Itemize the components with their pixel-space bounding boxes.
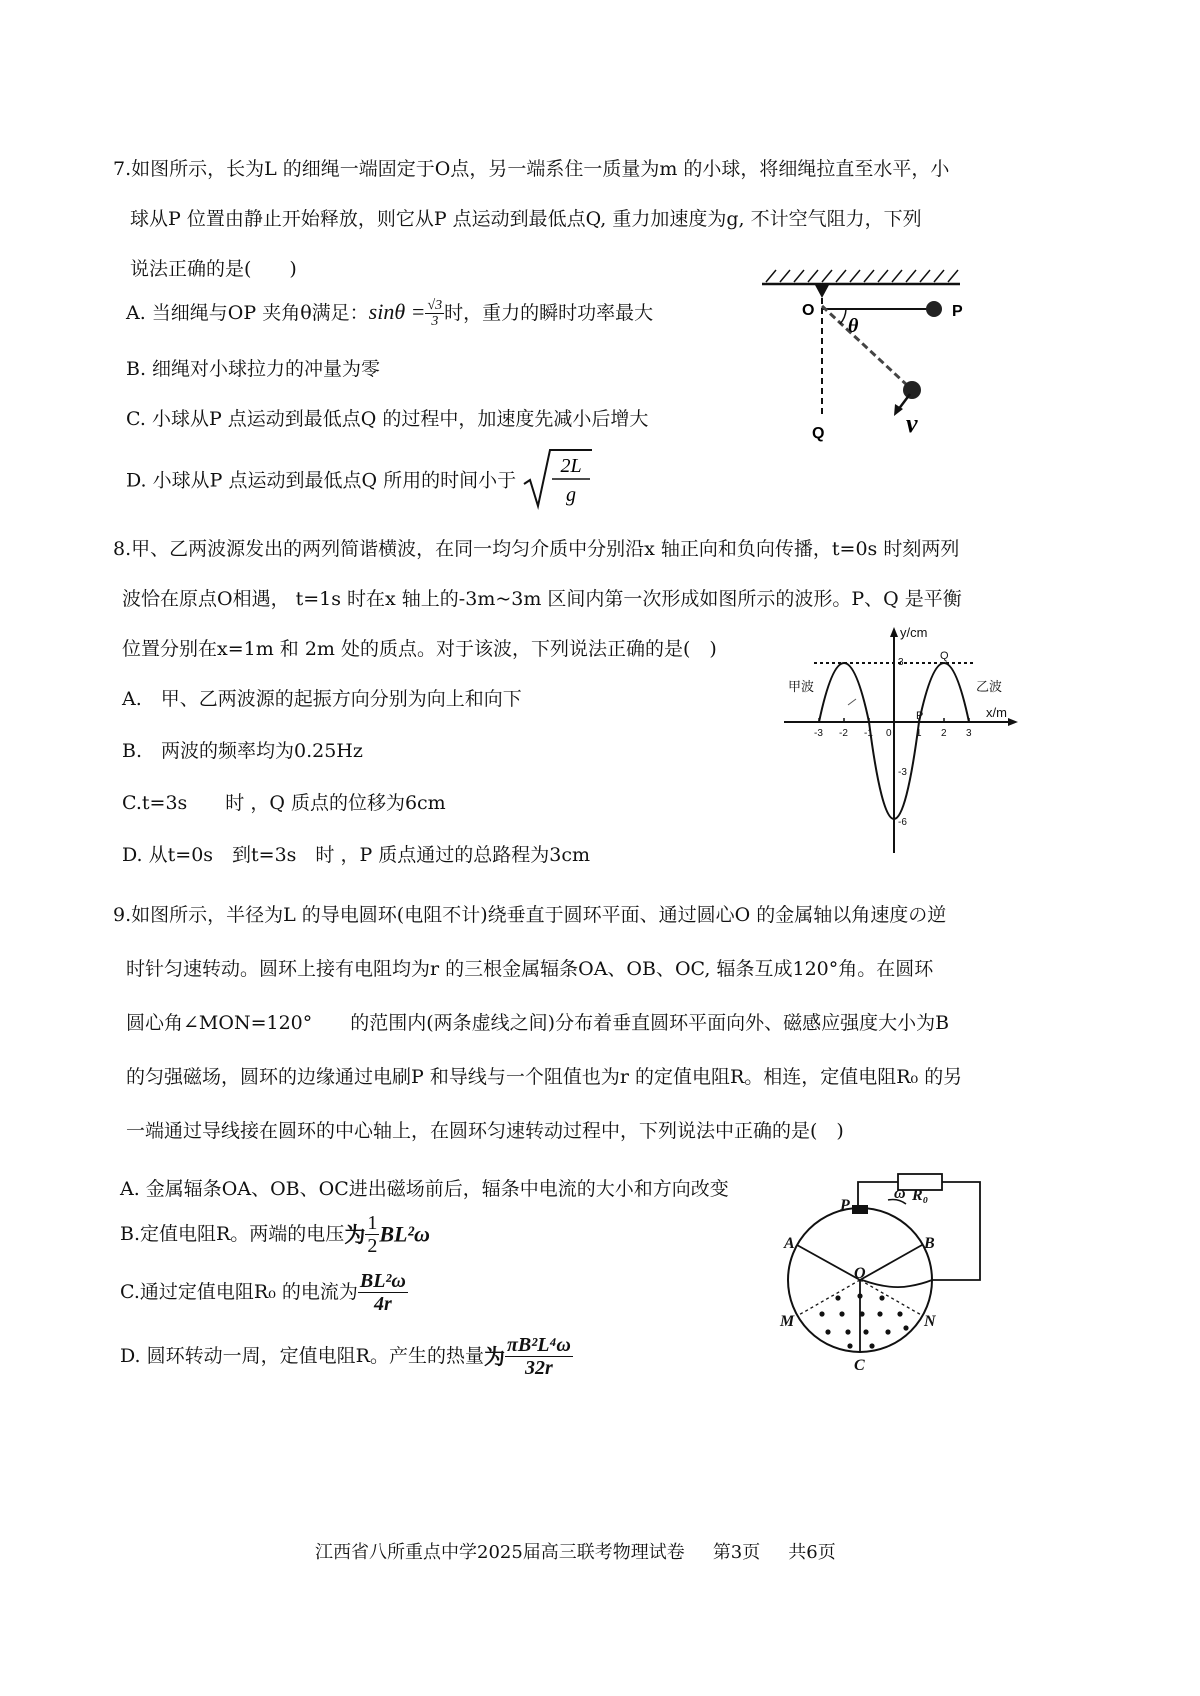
- stray-mark: [848, 699, 856, 705]
- ball-at-p: [926, 301, 942, 317]
- q7-option-a: [126, 298, 653, 330]
- x-tick-label: 3: [966, 728, 972, 739]
- label-p: P: [916, 710, 924, 722]
- label-b: B: [924, 1235, 935, 1252]
- frac-den: g: [566, 484, 577, 506]
- footer-title: 江西省八所重点中学2025届高三联考物理试卷: [315, 1542, 685, 1563]
- q7-option-a-tail: 时，重力的瞬时功率最大: [444, 301, 654, 324]
- q9-option-b-wei: 为: [344, 1222, 366, 1247]
- q9-option-d: [120, 1334, 573, 1379]
- q7-stem-line-2: 球从P 位置由静止开始释放，则它从P 点运动到最低点Q, 重力加速度为g, 不计空气阻力，下列: [130, 208, 922, 230]
- q7-option-a-math: sinθ =: [368, 298, 426, 324]
- q8-option-c: C.t=3s 时 ，Q 质点的位移为6cm: [122, 792, 446, 814]
- label-m: M: [780, 1313, 795, 1330]
- sqrt-sign: [522, 448, 594, 514]
- q9-option-c-label: C.通过定值电阻R₀ 的电流为: [120, 1281, 358, 1303]
- footer-page-number: 第3页: [712, 1542, 761, 1563]
- label-c: C: [854, 1357, 865, 1374]
- q9-ring-figure: [770, 1168, 1010, 1390]
- label-o: O: [854, 1265, 866, 1282]
- frac-num: √3: [427, 298, 443, 313]
- q9-stem-line-5: 一端通过导线接在圆环的中心轴上，在圆环匀速转动过程中，下列说法中正确的是( ): [126, 1120, 844, 1142]
- label-a: A: [784, 1235, 795, 1252]
- y-tick-labels: [898, 657, 907, 828]
- q8-stem-line-3: 位置分别在x=1m 和 2m 处的质点。对于该波，下列说法正确的是( ): [122, 638, 717, 660]
- frac-den: 32r: [525, 1357, 553, 1379]
- spoke-oa: [797, 1245, 860, 1280]
- q9-option-c: [120, 1270, 408, 1315]
- label-p: P: [952, 303, 963, 320]
- q8-option-b: B. 两波的频率均为0.25Hz: [122, 740, 363, 762]
- x-axis-arrow-icon: [1008, 718, 1018, 726]
- q9-option-d-fraction: [505, 1334, 573, 1379]
- y-tick-label: -6: [898, 817, 907, 828]
- q8-stem-line-2: 波恰在原点O相遇， t=1s 时在x 轴上的-3m~3m 区间内第一次形成如图所示的波形。P、Q 是平衡: [122, 588, 962, 610]
- q9-option-a: A. 金属辐条OA、OB、OC进出磁场前后，辐条中电流的大小和方向改变: [120, 1178, 729, 1200]
- q9-option-d-label: D. 圆环转动一周，定值电阻R。产生的热量: [120, 1345, 484, 1367]
- label-right-wave: 乙波: [976, 679, 1003, 694]
- q9-option-b: [120, 1212, 430, 1257]
- label-v: v: [906, 409, 918, 438]
- label-p: P: [840, 1197, 850, 1214]
- angle-arc: [840, 309, 846, 324]
- x-tick-label: 0: [886, 728, 892, 739]
- x-axis-label: x/m: [986, 705, 1007, 720]
- ball-moving: [903, 381, 921, 399]
- q7-option-c: C. 小球从P 点运动到最低点Q 的过程中，加速度先减小后增大: [126, 408, 649, 430]
- boundary-om: [797, 1280, 860, 1316]
- frac-num: BL²ω: [359, 1270, 406, 1292]
- q7-option-d: [126, 448, 594, 514]
- y-tick-label: -3: [898, 767, 907, 778]
- x-tick-label: -1: [864, 728, 873, 739]
- q7-option-a-label: A. 当细绳与OP 夹角θ满足：: [126, 301, 369, 324]
- q7-stem-line-3: 说法正确的是( ): [130, 258, 297, 280]
- q8-wave-figure: [780, 625, 1020, 860]
- label-omega: ω: [894, 1185, 906, 1202]
- q9-option-b-label: B.定值电阻R。两端的电压: [120, 1223, 345, 1245]
- q9-option-d-wei: 为: [483, 1344, 505, 1369]
- frac-den: 3: [431, 314, 439, 330]
- q7-option-d-label: D. 小球从P 点运动到最低点Q 所用的时间小于: [126, 469, 517, 492]
- label-o: O: [802, 302, 815, 319]
- spoke-ob: [860, 1245, 922, 1280]
- page-footer: [315, 1538, 864, 1564]
- q9-option-b-expr: BL²ω: [379, 1221, 430, 1247]
- pivot-icon: [815, 285, 829, 298]
- q9-option-c-fraction: [358, 1270, 408, 1315]
- q7-stem-line-1: 7.如图所示，长为L 的细绳一端固定于O点，另一端系住一质量为m 的小球，将细绳拉直至水平，小: [113, 158, 950, 180]
- q9-option-b-fraction: [365, 1212, 379, 1257]
- label-q: Q: [812, 425, 825, 442]
- label-r0: R₀: [912, 1187, 929, 1204]
- sqrt-icon: [522, 448, 594, 510]
- brush-p: [852, 1205, 868, 1214]
- x-tick-label: 2: [941, 728, 947, 739]
- inclined-dashed-string: [822, 306, 908, 386]
- q9-stem-line-2: 时针匀速转动。圆环上接有电阻均为r 的三根金属辐条OA、OB、OC, 辐条互成120°角。在圆环: [126, 958, 934, 980]
- x-tick-label: 1: [916, 728, 922, 739]
- label-left-wave: 甲波: [788, 679, 815, 694]
- y-axis-arrow-icon: [890, 627, 898, 637]
- y-tick-label: 3: [898, 657, 904, 668]
- frac-num: πB²L⁴ω: [506, 1334, 571, 1356]
- frac-num: 1: [367, 1212, 378, 1234]
- q9-stem-line-4: 的匀强磁场，圆环的边缘通过电刷P 和导线与一个阻值也为r 的定值电阻R。相连，定值电阻R₀ 的另: [126, 1066, 963, 1088]
- label-theta: θ: [848, 315, 859, 337]
- frac-den: 2: [367, 1235, 378, 1257]
- x-tick-label: -3: [814, 728, 823, 739]
- q8-stem-line-1: 8.甲、乙两波源发出的两列简谐横波，在同一均匀介质中分别沿x 轴正向和负向传播，t=0s 时刻两列: [113, 538, 960, 560]
- label-q: Q: [940, 650, 949, 662]
- q7-option-a-fraction: [425, 298, 444, 330]
- magnetic-field-dots: [819, 1293, 908, 1348]
- q8-option-d: D. 从t=0s 到t=3s 时 ，P 质点通过的总路程为3cm: [122, 844, 591, 866]
- label-n: N: [924, 1313, 936, 1330]
- frac-num: 2L: [560, 455, 582, 477]
- q7-option-b: B. 细绳对小球拉力的冲量为零: [126, 358, 381, 380]
- q9-stem-line-3: 圆心角∠MON=120° 的范围内(两条虚线之间)分布着垂直圆环平面向外、磁感应强度大小为B: [126, 1012, 950, 1034]
- axle-wire: [862, 1280, 932, 1287]
- q9-stem-line-1: 9.如图所示，半径为L 的导电圆环(电阻不计)绕垂直于圆环平面、通过圆心O 的金属轴以角速度の逆: [113, 904, 947, 926]
- frac-den: 4r: [373, 1293, 392, 1315]
- ceiling-hatching: [762, 270, 960, 284]
- q8-option-a: A. 甲、乙两波源的起振方向分别为向上和向下: [122, 688, 522, 710]
- x-tick-label: -2: [839, 728, 848, 739]
- y-axis-label: y/cm: [900, 625, 928, 640]
- q7-pendulum-figure: [760, 268, 980, 453]
- footer-total-pages: 共6页: [788, 1542, 836, 1563]
